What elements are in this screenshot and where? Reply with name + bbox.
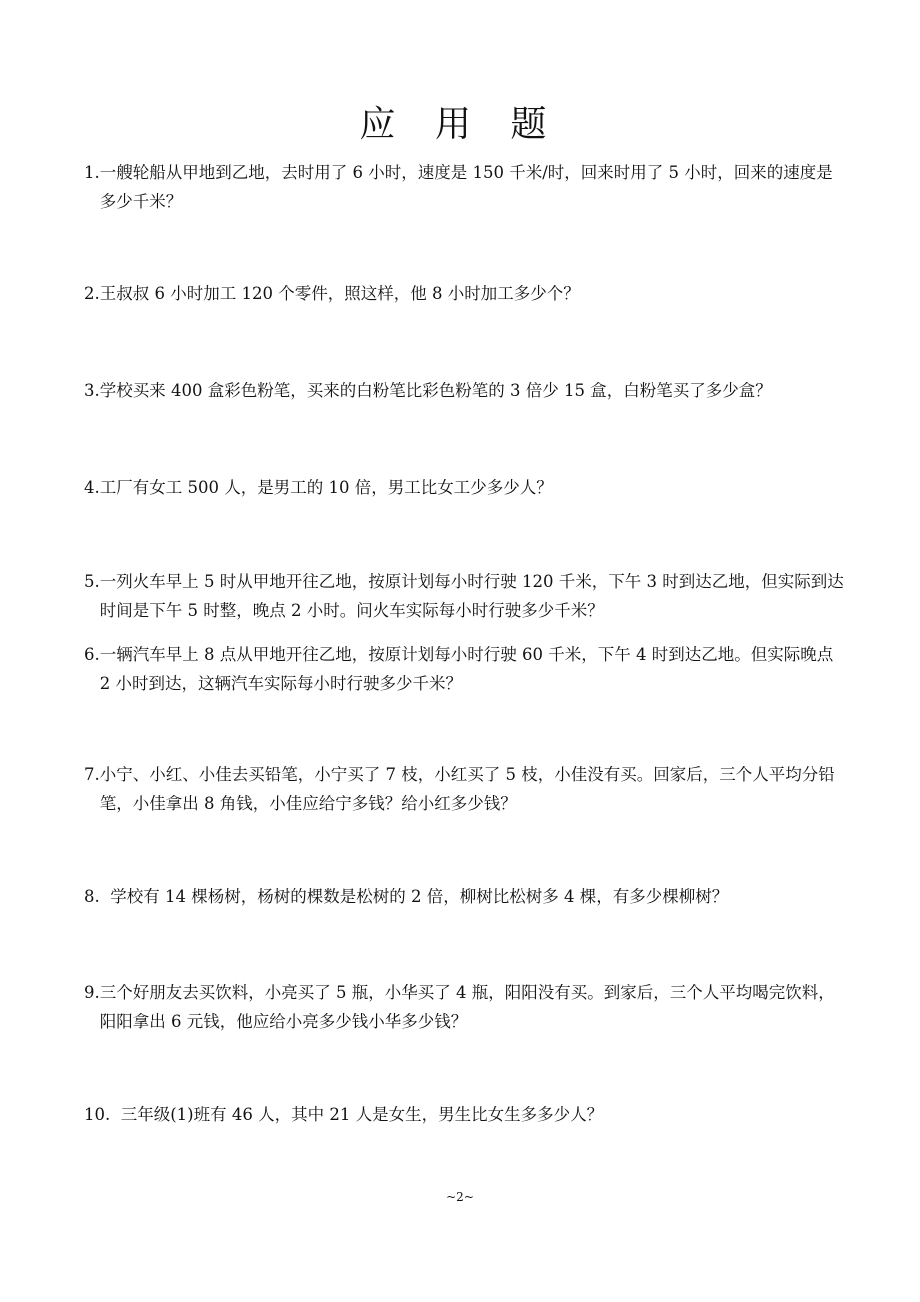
problem-number: 7. [84, 765, 100, 784]
problem-number: 3. [84, 381, 100, 400]
problem-number: 2. [84, 284, 100, 303]
problem-6 [84, 640, 844, 698]
problem-number: 1. [84, 163, 100, 182]
problem-5 [84, 567, 844, 625]
problem-8 [84, 882, 844, 911]
problem-10 [84, 1100, 844, 1129]
problem-text: 一辆汽车早上 8 点从甲地开往乙地，按原计划每小时行驶 60 千米，下午 4 时到达乙地。但实际晚点 2 小时到达，这辆汽车实际每小时行驶多少千米？ [99, 645, 834, 693]
problem-text: 三个好朋友去买饮料，小亮买了 5 瓶，小华买了 4 瓶，阳阳没有买。到家后，三个人平均喝完饮料，阳阳拿出 6 元钱，他应给小亮多少钱小华多少钱？ [99, 983, 835, 1031]
problem-number: 5. [84, 572, 100, 591]
problem-text: 小宁、小红、小佳去买铅笔，小宁买了 7 枝，小红买了 5 枝，小佳没有买。回家后，三个人平均分铅笔，小佳拿出 8 角钱，小佳应给宁多钱？给小红多少钱？ [99, 765, 835, 813]
problem-text: 学校买来 400 盒彩色粉笔，买来的白粉笔比彩色粉笔的 3 倍少 15 盒，白粉笔买了多少盒？ [99, 381, 772, 400]
problem-text: 工厂有女工 500 人，是男工的 10 倍，男工比女工少多少人？ [99, 478, 553, 497]
problem-text: 学校有 14 棵杨树，杨树的棵数是松树的 2 倍，柳树比松树多 4 棵，有多少棵柳树？ [110, 887, 729, 906]
problem-number: 4. [84, 478, 100, 497]
problem-7 [84, 760, 844, 818]
problem-4 [84, 473, 844, 502]
problem-9 [84, 978, 844, 1036]
page-title: 应 用 题 [359, 104, 561, 145]
problem-text: 一列火车早上 5 时从甲地开往乙地，按原计划每小时行驶 120 千米，下午 3 时到达乙地，但实际到达时间是下午 5 时整，晚点 2 小时。问火车实际每小时行驶多少千米？ [99, 572, 844, 620]
problem-number: 10. [84, 1105, 121, 1124]
problem-2 [84, 279, 844, 308]
problem-number: 8. [84, 887, 111, 906]
problem-1 [84, 158, 844, 216]
problem-text: 三年级(1)班有 46 人，其中 21 人是女生，男生比女生多多少人？ [120, 1105, 604, 1124]
problem-text: 一艘轮船从甲地到乙地，去时用了 6 小时，速度是 150 千米/时，回来时用了 5 小时，回来的速度是多少千米？ [99, 163, 833, 211]
problem-number: 6. [84, 645, 100, 664]
problem-text: 王叔叔 6 小时加工 120 个零件，照这样，他 8 小时加工多少个？ [99, 284, 580, 303]
page-number: ~2~ [446, 1190, 474, 1204]
problem-3 [84, 376, 844, 405]
problem-number: 9. [84, 983, 100, 1002]
